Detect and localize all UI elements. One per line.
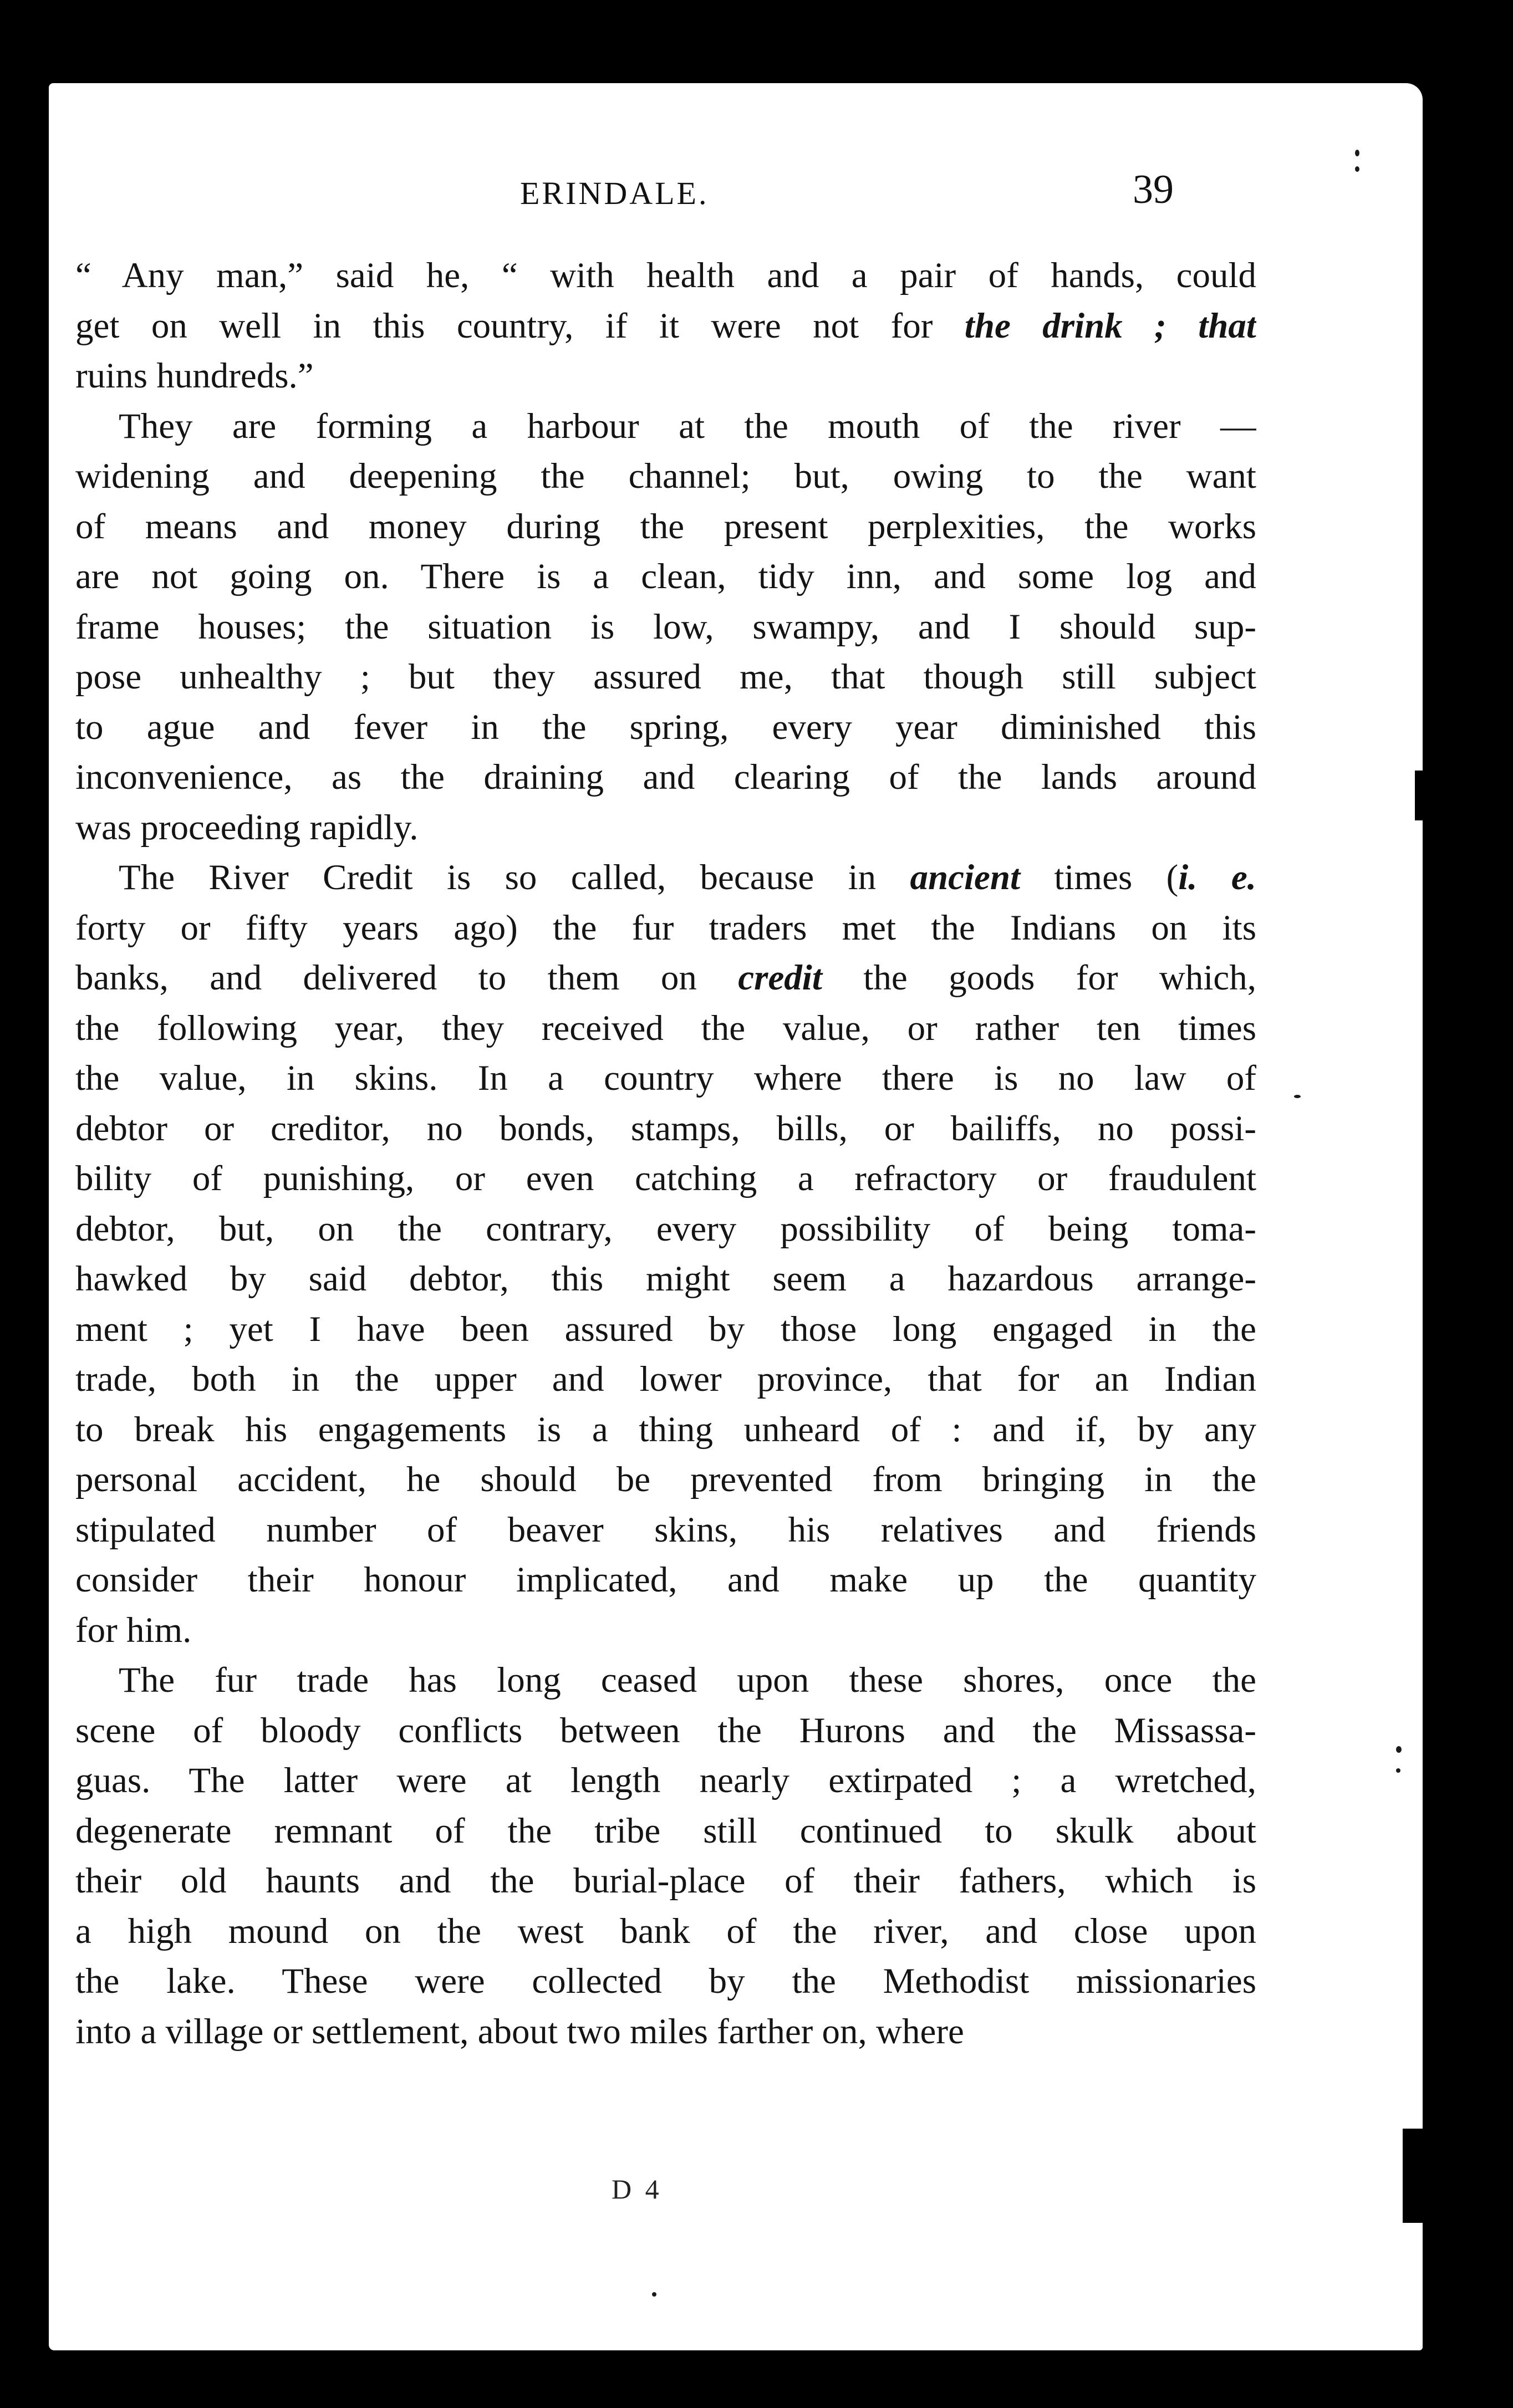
emphasis-text: ancient [910,858,1021,897]
text-segment: for him. [75,1610,192,1650]
text-line [75,552,1256,602]
text-line [75,451,1256,502]
text-line [75,1204,1256,1254]
text-line [75,1254,1256,1304]
text-line [75,251,1256,301]
text-segment: The fur trade has long ceased upon these shores, once the [119,1660,1256,1700]
text-segment: the following year, they received the value, or rather ten times [75,1008,1256,1048]
text-line [75,903,1256,953]
text-segment: the value, in skins. In a country where there is no law of [75,1058,1256,1098]
text-segment: forty or fifty years ago) the fur traders met the Indians on its [75,907,1256,948]
text-line [75,1756,1256,1806]
text-line [75,1655,1256,1706]
text-line [75,1405,1256,1455]
text-segment: into a village or settlement, about two miles farther on, where [75,2011,964,2052]
text-line [75,1856,1256,1906]
text-segment: stipulated number of beaver skins, his relatives and friends [75,1509,1256,1550]
text-segment: bility of punishing, or even catching a refractory or fraudulent [75,1159,1256,1198]
text-line [75,702,1256,753]
text-segment: hawked by said debtor, this might seem a hazardous arrange- [75,1259,1256,1299]
text-segment: to ague and fever in the spring, every year diminished this [75,707,1256,747]
page-number: 39 [1133,167,1174,212]
text-line [75,1455,1256,1505]
text-segment: consider their honour implicated, and make up the quantity [75,1560,1256,1600]
text-line [75,351,1256,401]
text-line [75,1906,1256,1957]
text-line [75,853,1256,903]
text-line [75,1154,1256,1204]
text-segment: their old haunts and the burial-place of their fathers, which is [75,1861,1256,1901]
text-segment: widening and deepening the channel; but, owing to the want [75,456,1256,496]
text-line [75,1053,1256,1104]
signature-mark: D 4 [612,2174,663,2205]
text-segment: degenerate remnant of the tribe still continued to skulk about [75,1810,1256,1851]
text-segment: trade, both in the upper and lower province, that for an Indian [75,1359,1256,1399]
text-segment: pose unhealthy ; but they assured me, that though still subject [75,657,1256,697]
text-line [75,1706,1256,1756]
text-segment: to break his engagements is a thing unheard of : and if, by any [75,1409,1256,1450]
text-line [75,1505,1256,1555]
text-line [75,1304,1256,1355]
text-segment: “ Any man,” said he, “ with health and a pair of hands, could [75,256,1256,295]
text-segment: a high mound on the west bank of the river, and close upon [75,1911,1256,1951]
ink-speck [1355,166,1359,172]
text-segment: debtor, but, on the contrary, every possibility of being toma- [75,1208,1256,1249]
text-segment: of means and money during the present perplexities, the works [75,506,1256,547]
ink-speck [1396,1746,1402,1753]
text-segment: guas. The latter were at length nearly extirpated ; a wretched, [75,1761,1256,1800]
text-segment: debtor or creditor, no bonds, stamps, bills, or bailiffs, no possi- [75,1108,1256,1149]
text-segment: are not going on. There is a clean, tidy inn, and some log and [75,557,1256,596]
text-line [75,1806,1256,1856]
ink-speck [652,2292,656,2297]
emphasis-text: credit [738,958,822,998]
text-line [75,1354,1256,1405]
book-page [49,83,1423,2350]
body-text [75,251,1256,2057]
text-segment: The River Credit is so called, because in [119,858,910,897]
ink-speck [1355,150,1359,156]
text-line [75,602,1256,652]
page-edge-shadow [1415,771,1423,820]
text-line [75,401,1256,452]
text-line [75,953,1256,1003]
ink-speck [1396,1768,1400,1773]
text-segment: They are forming a harbour at the mouth of the river — [119,406,1256,446]
text-line [75,502,1256,552]
emphasis-text: i. e. [1178,858,1256,897]
text-line [75,301,1256,351]
text-segment: personal accident, he should be prevented from bringing in the [75,1460,1256,1499]
text-segment: the lake. These were collected by the Methodist missionaries [75,1961,1256,2001]
text-segment: ruins hundreds.” [75,356,314,396]
text-segment: banks, and delivered to them on [75,958,738,998]
text-line [75,652,1256,702]
emphasis-text: the drink ; that [964,305,1256,346]
text-line [75,1003,1256,1054]
running-title: ERINDALE. [520,175,709,211]
text-segment: frame houses; the situation is low, swampy, and I should sup- [75,606,1256,647]
text-line [75,752,1256,803]
text-line [75,2007,1256,2057]
text-segment: the goods for which, [822,958,1256,998]
text-segment: scene of bloody conflicts between the Hurons and the Missassa- [75,1710,1256,1751]
text-line [75,803,1256,853]
text-line [75,1605,1256,1656]
ink-speck [1294,1095,1301,1098]
text-segment: get on well in this country, if it were not for [75,305,965,346]
text-segment: inconvenience, as the draining and clearing of the lands around [75,757,1256,797]
text-line [75,1555,1256,1605]
text-segment: ment ; yet I have been assured by those long engaged in the [75,1309,1256,1349]
page-edge-shadow [1403,2129,1423,2223]
text-line [75,1104,1256,1154]
text-segment: was proceeding rapidly. [75,807,419,848]
text-segment: times ( [1020,858,1179,897]
text-line [75,1956,1256,2007]
